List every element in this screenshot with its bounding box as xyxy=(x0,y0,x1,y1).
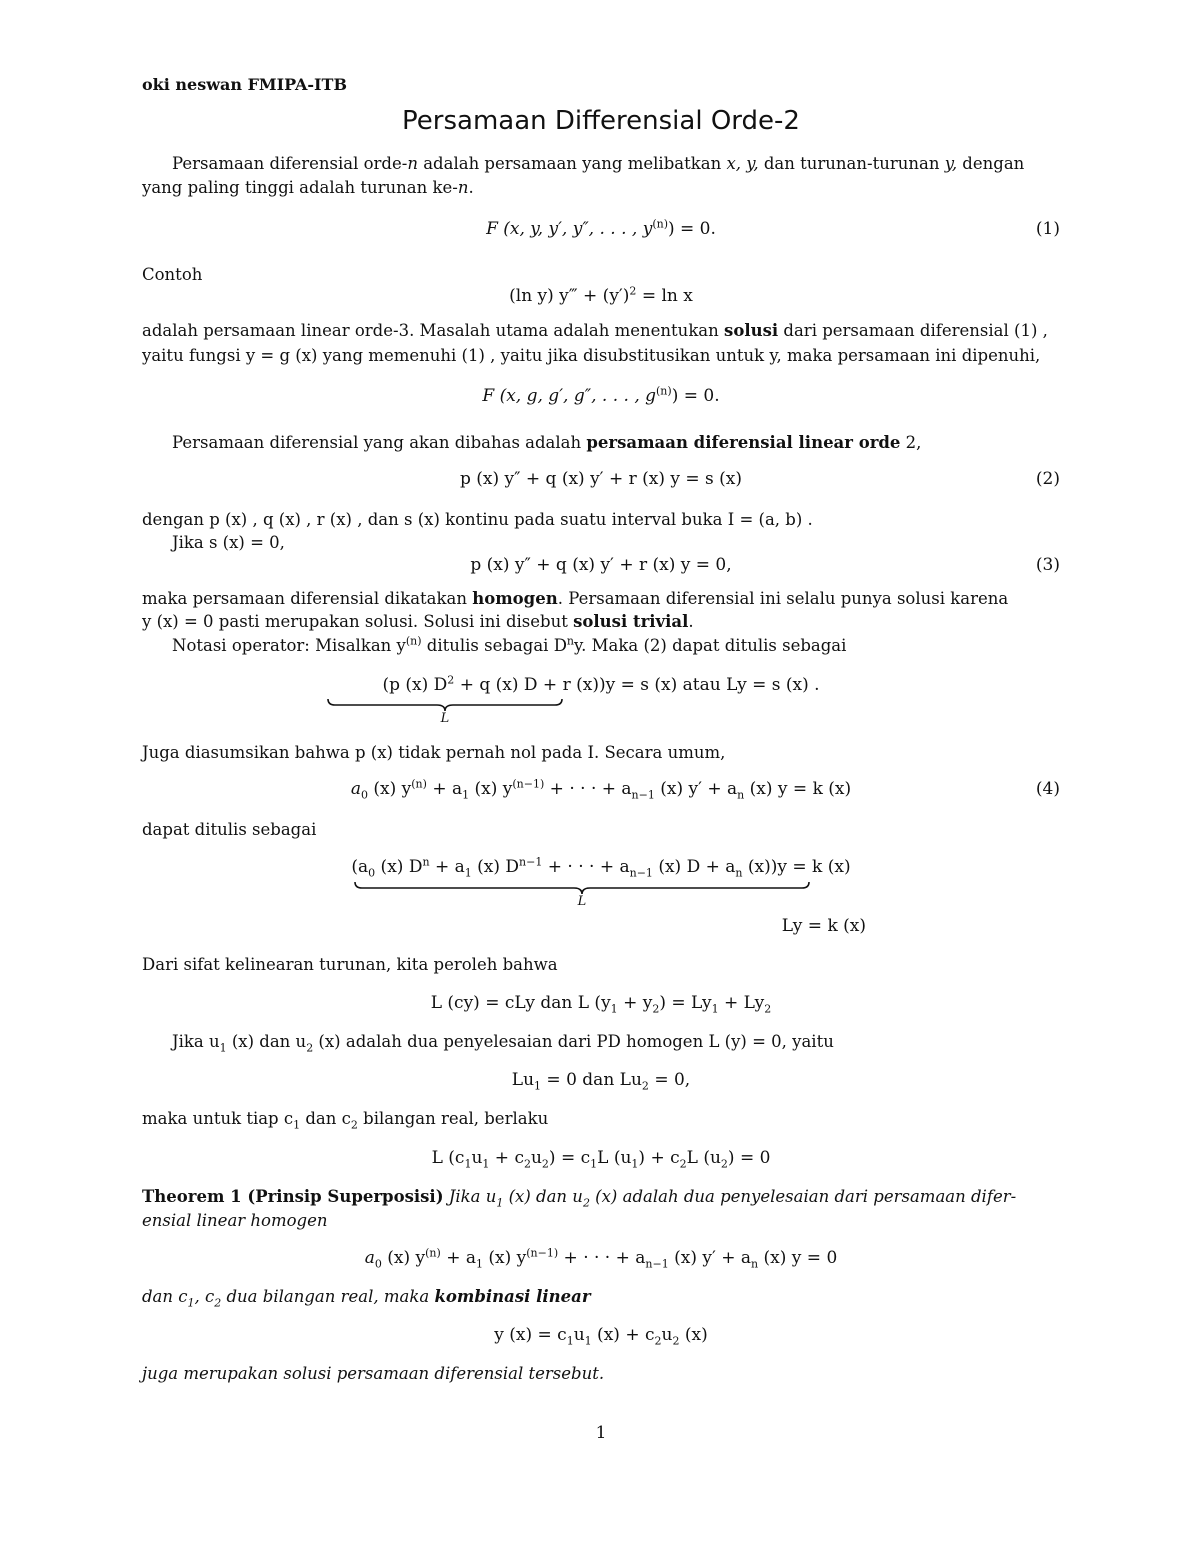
intro-line-2: yang paling tinggi adalah turunan ke-n. xyxy=(142,178,474,197)
operator-equation-2-line2: Ly = k (x) xyxy=(781,916,866,936)
para5-line-1: maka persamaan diferensial dikatakan homogen. Persamaan diferensial ini selalu punya solusi karena xyxy=(142,589,1009,608)
theorem-line-1: Theorem 1 (Prinsip Superposisi) Jika $u_1$ (x) dan $u_2$ (x) adalah dua penyelesaian dari persamaan difer- xyxy=(142,1187,1017,1210)
theorem-line-4: juga merupakan solusi persamaan diferensial tersebut. xyxy=(142,1364,605,1383)
intro-line-1: Persamaan diferensial orde-n adalah persamaan yang melibatkan x, y, dan turunan-turunan y, dengan xyxy=(172,154,1025,173)
theorem-line-2: ensial linear homogen xyxy=(142,1211,328,1230)
theorem-equation: $a_0$ (x) $y^{(n)} + a_1$ (x) $y^{(n-1)}$ + · · · + $a_{n-1}$ (x) $y' + a_n$ (x) y = 0 xyxy=(364,1246,838,1271)
underbrace-2-label: L xyxy=(577,894,587,909)
linear-combination-equation: y $(x) = c_1u_1$ $(x) + c_2u_2$ (x) xyxy=(494,1325,708,1348)
para4-line-1: dengan p (x) , q (x) , r (x) , dan s (x) kontinu pada suatu interval buka I = (a, b) . xyxy=(142,510,813,529)
theorem-line-3: dan $c_1$, $c_2$ dua bilangan real, maka kombinasi linear xyxy=(142,1287,591,1310)
equation-4-number: (4) xyxy=(1035,779,1060,799)
operator-equation-2: ($a_0$ (x) $D^n + a_1$ (x) $D^{n-1}$ + · · · + $a_{n-1}$ (x) $D + a_n$ (x))y = k (x) xyxy=(351,855,851,880)
equation-g: F (x, g, g′, g″, . . . , $g^{(n)}) = 0$. xyxy=(482,384,720,406)
para5-line-3: Notasi operator: Misalkan $y^{(n)}$ ditulis sebagai $D^ny$. Maka (2) dapat ditulis sebagai xyxy=(172,634,847,655)
para4-line-2: Jika s (x) = 0, xyxy=(172,533,285,552)
equation-4: $a_0$ (x) $y^{(n)} + a_1$ (x) $y^{(n-1)}$ + · · · + $a_{n-1}$ (x) $y' + a_n$ (x) y = k (x) xyxy=(350,777,852,802)
para8-line: Dari sifat kelinearan turunan, kita peroleh bahwa xyxy=(142,955,558,974)
equation-3-number: (3) xyxy=(1035,555,1060,575)
equation-1-number: (1) xyxy=(1035,219,1060,239)
equation-1: F (x, y, y′, y″, . . . , $y^{(n)}) = 0$. xyxy=(486,217,716,239)
para10-line: maka untuk tiap $c_1$ dan $c_2$ bilangan real, berlaku xyxy=(142,1109,549,1132)
homogeneous-equation: $Lu_1 = 0$ dan $Lu_2 = 0$, xyxy=(511,1070,691,1093)
theorem-heading: Theorem 1 (Prinsip Superposisi) xyxy=(142,1187,444,1206)
para3-line: Persamaan diferensial yang akan dibahas adalah persamaan diferensial linear orde 2, xyxy=(172,433,922,452)
superposition-equation: L $(c_1u_1 + c_2u_2) = c_1L$ $(u_1) + c_2L$ $(u_2) = 0$ xyxy=(431,1148,771,1171)
linearity-equation: L (cy) = cLy dan L $(y_1 + y_2) = Ly_1 + Ly_2$ xyxy=(430,993,772,1016)
example-equation: (ln y) y‴ + $(y')^2 = \ln x$ xyxy=(509,284,693,306)
para2-line-1: adalah persamaan linear orde-3. Masalah utama adalah menentukan solusi dari persamaan diferensial (1) , xyxy=(142,321,1048,340)
document-page xyxy=(142,0,1060,1553)
equation-2: p (x) y″ + q (x) y′ + r (x) y = s (x) xyxy=(459,469,743,489)
equation-2-number: (2) xyxy=(1035,469,1060,489)
para2-line-2: yaitu fungsi y = g (x) yang memenuhi (1) , yaitu jika disubstitusikan untuk y, maka persamaan ini dipenuhi, xyxy=(142,346,1041,365)
page-title: Persamaan Differensial Orde-2 xyxy=(402,106,800,136)
underbrace-1-label: L xyxy=(440,711,450,726)
equation-3: p (x) y″ + q (x) y′ + r (x) y = 0, xyxy=(470,555,732,575)
para7-line: dapat ditulis sebagai xyxy=(142,820,317,839)
para9-line: Jika $u_1$ (x) dan $u_2$ (x) adalah dua penyelesaian dari PD homogen L (y) = 0, yaitu xyxy=(172,1032,834,1055)
contoh-label: Contoh xyxy=(142,265,203,284)
para5-line-2: y (x) = 0 pasti merupakan solusi. Solusi ini disebut solusi trivial. xyxy=(142,612,694,631)
operator-equation: (p (x) $D^2 + q$ (x) D + r (x))y = s (x) atau Ly = s (x) . xyxy=(382,673,820,695)
page-number: 1 xyxy=(595,1423,607,1443)
para6-line: Juga diasumsikan bahwa p (x) tidak pernah nol pada I. Secara umum, xyxy=(142,743,726,762)
author-header: oki neswan FMIPA-ITB xyxy=(142,75,347,94)
